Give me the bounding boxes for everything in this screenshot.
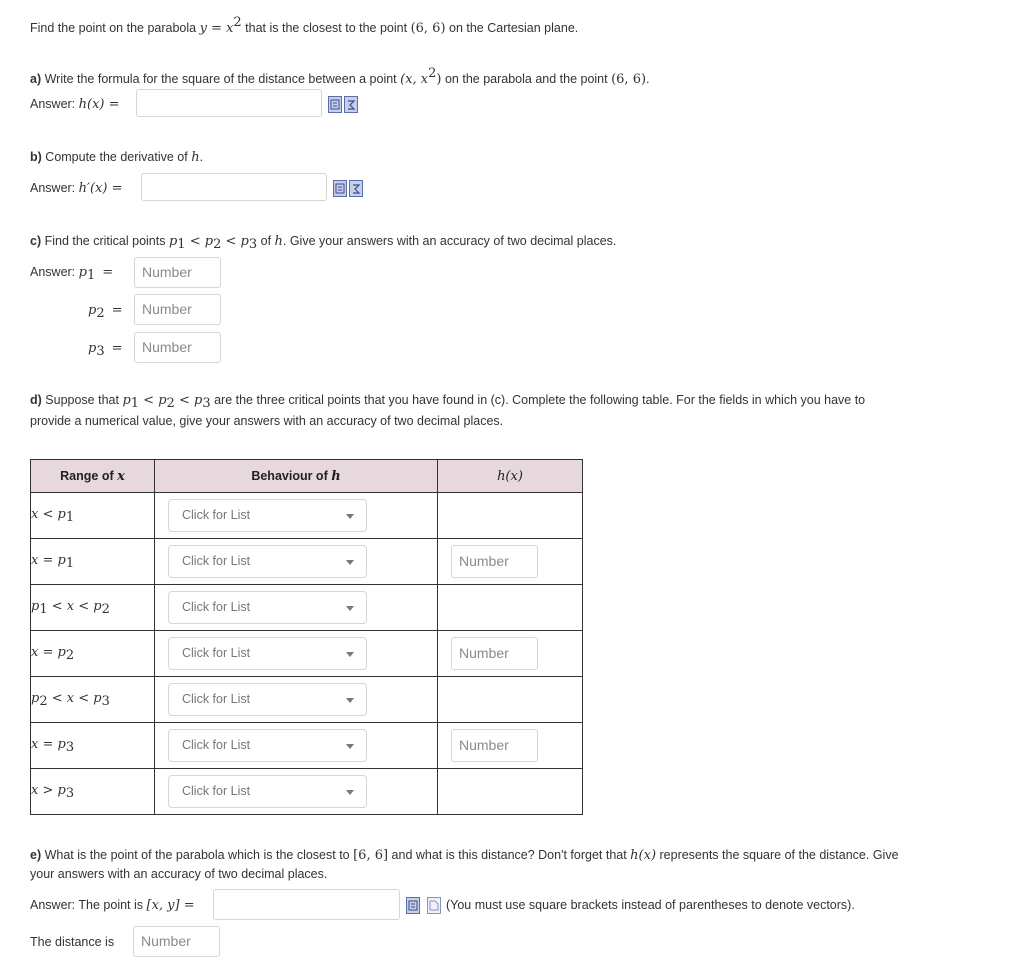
problem-statement: Find the point on the parabola $y = x^2$ that is the closest to the point (6, 6) on the Cartesian plane. [30, 15, 579, 36]
behaviour-cell [155, 585, 438, 631]
part-e-answer-label: Answer: The point is [x, y] = [30, 898, 195, 913]
part-e-question: e) What is the point of the parabola which is the closest to [6, 6] and what is this distance? Don't forget that h(x) represents the square of the distance. Give [30, 848, 899, 863]
p1-input[interactable] [134, 257, 221, 288]
part-e-question-line2: your answers with an accuracy of two decimal places. [30, 867, 328, 881]
part-c-question: c) Find the critical points $p_1 < p_2 < p_3$ of h. Give your answers with an accuracy of two decimal places. [30, 234, 617, 252]
col-range-header: Range of x [31, 460, 155, 493]
range-cell: $x < p_1$ [31, 493, 155, 539]
range-cell: $p_2 < x < p_3$ [31, 677, 155, 723]
part-c-answer-label: Answer: $p_1$ = [30, 265, 114, 283]
h-value-cell [438, 493, 583, 539]
h-value-input[interactable]: Number [451, 545, 538, 578]
p2-label: $p_2$ = [88, 303, 123, 321]
table-row [31, 677, 583, 723]
behaviour-select[interactable]: Click for List [168, 545, 367, 578]
chevron-down-icon [346, 652, 354, 657]
part-b-answer-label: Answer: h′(x) = [30, 181, 123, 196]
table-row [31, 723, 583, 769]
document-icon[interactable] [427, 897, 441, 914]
behaviour-cell [155, 723, 438, 769]
range-cell: $x = p_2$ [31, 631, 155, 677]
p3-input[interactable] [134, 332, 221, 363]
range-cell: $x = p_1$ [31, 539, 155, 585]
table-row [31, 585, 583, 631]
distance-input[interactable] [133, 926, 220, 957]
behaviour-select[interactable]: Click for List [168, 683, 367, 716]
behaviour-select[interactable]: Click for List [168, 499, 367, 532]
behaviour-table [30, 459, 583, 815]
h-value-cell [438, 769, 583, 815]
part-b-question: b) Compute the derivative of h. [30, 150, 204, 165]
chevron-down-icon [346, 606, 354, 611]
p2-input[interactable] [134, 294, 221, 325]
equation-editor-icon[interactable] [328, 96, 342, 113]
behaviour-select[interactable]: Click for List [168, 775, 367, 808]
chevron-down-icon [346, 698, 354, 703]
h-value-cell [438, 631, 583, 677]
closest-point-input[interactable] [213, 889, 400, 920]
part-d-question: d) Suppose that $p_1 < p_2 < p_3$ are the three critical points that you have found in (c). Complete the following table. For the fields in which you have to [30, 393, 866, 411]
behaviour-cell [155, 631, 438, 677]
equation-editor-icon[interactable] [333, 180, 347, 197]
chevron-down-icon [346, 744, 354, 749]
table-row [31, 493, 583, 539]
range-cell: $p_1 < x < p_2$ [31, 585, 155, 631]
equation-editor-icon[interactable] [406, 897, 420, 914]
h-value-input[interactable]: Number [451, 729, 538, 762]
chevron-down-icon [346, 790, 354, 795]
behaviour-cell [155, 493, 438, 539]
behaviour-cell [155, 539, 438, 585]
p3-label: $p_3$ = [88, 341, 123, 359]
vector-note: (You must use square brackets instead of parentheses to denote vectors). [446, 898, 855, 912]
h-formula-input[interactable] [136, 89, 322, 117]
behaviour-cell [155, 677, 438, 723]
part-a-answer-label: Answer: h(x) = [30, 97, 120, 112]
col-behaviour-header: Behaviour of h [155, 460, 438, 493]
behaviour-select[interactable]: Click for List [168, 729, 367, 762]
formula-preview-icon[interactable] [349, 180, 363, 197]
behaviour-select[interactable]: Click for List [168, 637, 367, 670]
range-cell: $x = p_3$ [31, 723, 155, 769]
distance-label: The distance is [30, 935, 115, 949]
table-row [31, 539, 583, 585]
h-value-cell [438, 539, 583, 585]
table-row [31, 769, 583, 815]
behaviour-cell [155, 769, 438, 815]
h-value-cell [438, 723, 583, 769]
derivative-input[interactable] [141, 173, 327, 201]
h-value-cell [438, 585, 583, 631]
chevron-down-icon [346, 560, 354, 565]
h-value-input[interactable]: Number [451, 637, 538, 670]
table-row [31, 631, 583, 677]
part-d-question-line2: provide a numerical value, give your answers with an accuracy of two decimal places. [30, 414, 504, 428]
behaviour-select[interactable]: Click for List [168, 591, 367, 624]
h-value-cell [438, 677, 583, 723]
part-a-question: a) Write the formula for the square of the distance between a point (x, $x^2$) on the parabola and the point (6, 6). [30, 66, 650, 87]
chevron-down-icon [346, 514, 354, 519]
range-cell: $x > p_3$ [31, 769, 155, 815]
col-h-header: h(x) [438, 460, 583, 493]
formula-preview-icon[interactable] [344, 96, 358, 113]
